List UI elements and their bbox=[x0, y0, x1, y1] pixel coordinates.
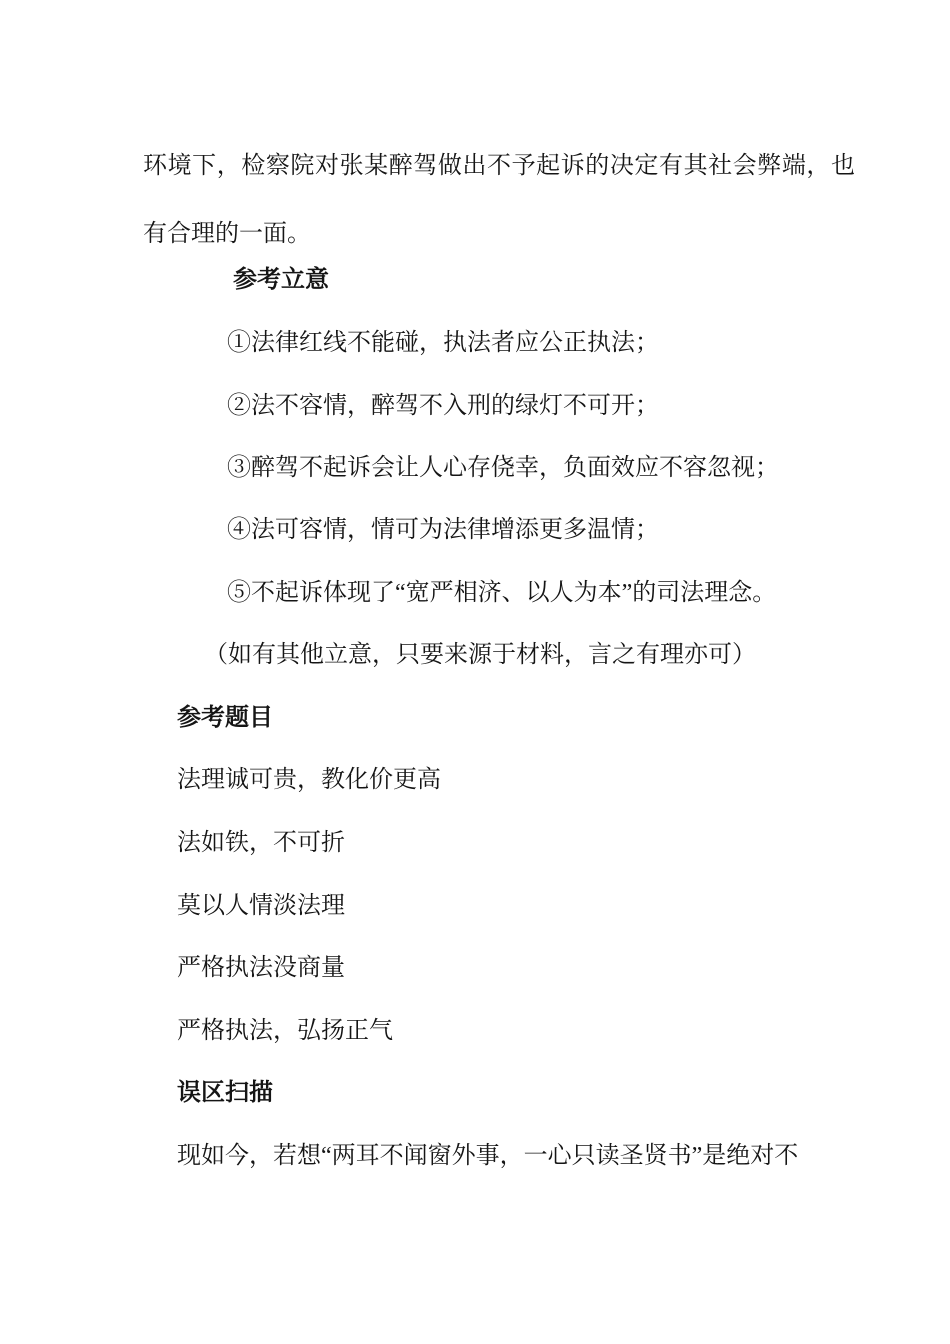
timu-title-5: 严格执法，弘扬正气 bbox=[177, 1018, 393, 1044]
liyi-item-4: ④法可容情，情可为法律增添更多温情； bbox=[227, 517, 659, 543]
intro-paragraph: 环境下，检察院对张某醉驾做出不予起诉的决定有其社会弊端，也有合理的一面。 bbox=[143, 153, 855, 247]
liyi-note: （如有其他立意，只要来源于材料，言之有理亦可） bbox=[204, 642, 756, 668]
section-heading-timu: 参考题目 bbox=[177, 705, 273, 731]
liyi-item-2: ②法不容情，醉驾不入刑的绿灯不可开； bbox=[227, 393, 659, 419]
liyi-item-3: ③醉驾不起诉会让人心存侥幸，负面效应不容忽视； bbox=[227, 455, 779, 481]
timu-title-2: 法如铁，不可折 bbox=[177, 830, 345, 856]
timu-title-1: 法理诚可贵，教化价更高 bbox=[177, 767, 441, 793]
section-heading-liyi: 参考立意 bbox=[233, 267, 329, 293]
liyi-item-1: ①法律红线不能碰，执法者应公正执法； bbox=[227, 330, 659, 356]
timu-title-4: 严格执法没商量 bbox=[177, 955, 345, 981]
liyi-item-5: ⑤不起诉体现了“宽严相济、以人为本”的司法理念。 bbox=[227, 580, 777, 606]
wuqu-paragraph: 现如今，若想“两耳不闻窗外事，一心只读圣贤书”是绝对不 bbox=[177, 1143, 799, 1169]
timu-title-3: 莫以人情淡法理 bbox=[177, 893, 345, 919]
section-heading-wuqu: 误区扫描 bbox=[177, 1080, 273, 1106]
